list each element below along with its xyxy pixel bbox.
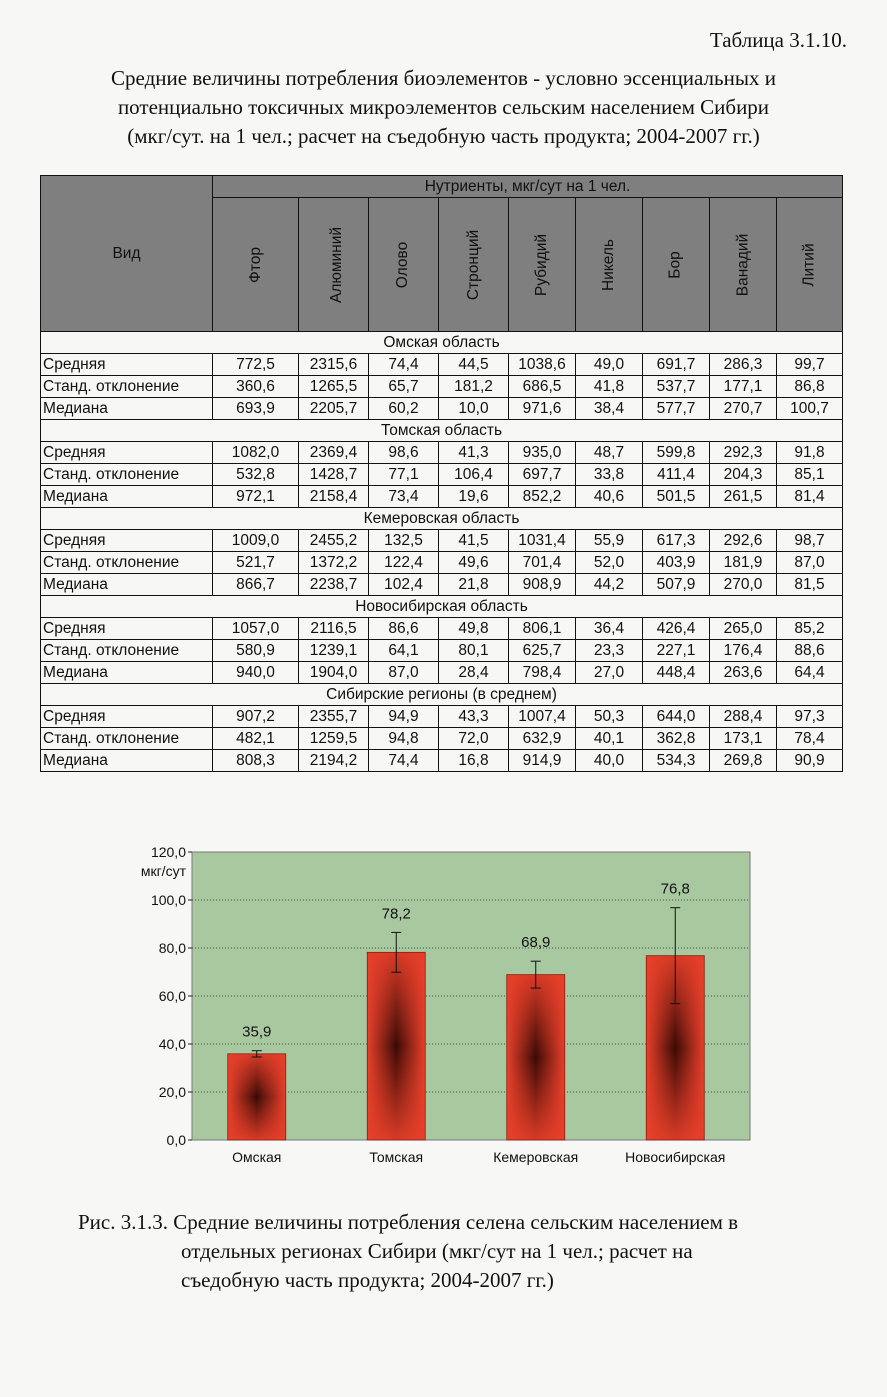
- table-cell: 87,0: [777, 552, 843, 574]
- table-cell: 85,2: [777, 618, 843, 640]
- table-title-line: потенциально токсичных микроэлементов сельским населением Сибири: [117, 95, 770, 119]
- row-label: Станд. отклонение: [41, 464, 213, 486]
- table-cell: 2158,4: [299, 486, 369, 508]
- table-cell: 80,1: [439, 640, 509, 662]
- table-cell: 60,2: [369, 398, 439, 420]
- table-title-line: Средние величины потребления биоэлементов - условно эссенциальных и: [111, 66, 776, 90]
- table-row: [41, 530, 843, 552]
- table-title: [40, 64, 847, 151]
- table-cell: 16,8: [439, 750, 509, 772]
- table-cell: 173,1: [710, 728, 777, 750]
- table-cell: 2355,7: [299, 706, 369, 728]
- table-cell: 36,4: [576, 618, 643, 640]
- table-cell: 74,4: [369, 354, 439, 376]
- table-cell: 2205,7: [299, 398, 369, 420]
- table-cell: 40,0: [576, 750, 643, 772]
- table-cell: 28,4: [439, 662, 509, 684]
- table-cell: 1265,5: [299, 376, 369, 398]
- column-header-label: Ванадий: [734, 233, 751, 296]
- row-label: Станд. отклонение: [41, 728, 213, 750]
- region-heading: Сибирские регионы (в среднем): [41, 684, 843, 706]
- table-cell: 292,6: [710, 530, 777, 552]
- table-cell: 64,4: [777, 662, 843, 684]
- table-cell: 580,9: [213, 640, 299, 662]
- table-cell: 292,3: [710, 442, 777, 464]
- column-header-label: Бор: [666, 250, 684, 279]
- table-cell: 971,6: [509, 398, 576, 420]
- table-cell: 227,1: [643, 640, 710, 662]
- table-cell: 38,4: [576, 398, 643, 420]
- table-cell: 972,1: [213, 486, 299, 508]
- table-number: Таблица 3.1.10.: [709, 28, 847, 52]
- table-cell: 55,9: [576, 530, 643, 552]
- row-label: Станд. отклонение: [41, 640, 213, 662]
- row-label: Медиана: [41, 486, 213, 508]
- table-cell: 49,6: [439, 552, 509, 574]
- table-row: [41, 552, 843, 574]
- table-cell: 98,6: [369, 442, 439, 464]
- table-cell: 85,1: [777, 464, 843, 486]
- x-tick-label: Новосибирская: [625, 1149, 726, 1165]
- table-cell: 78,4: [777, 728, 843, 750]
- table-cell: 177,1: [710, 376, 777, 398]
- table-cell: 81,4: [777, 486, 843, 508]
- table-cell: 914,9: [509, 750, 576, 772]
- table-cell: 2116,5: [299, 618, 369, 640]
- table-row: [41, 706, 843, 728]
- table-cell: 88,6: [777, 640, 843, 662]
- table-cell: 102,4: [369, 574, 439, 596]
- y-tick-label: 40,0: [158, 1036, 186, 1052]
- column-header: [576, 198, 643, 332]
- table-cell: 411,4: [643, 464, 710, 486]
- table-cell: 19,6: [439, 486, 509, 508]
- table-cell: 49,0: [576, 354, 643, 376]
- table-row: [41, 618, 843, 640]
- table-cell: 86,8: [777, 376, 843, 398]
- table-cell: 1031,4: [509, 530, 576, 552]
- table-row: [41, 662, 843, 684]
- table-cell: 23,3: [576, 640, 643, 662]
- table-cell: 507,9: [643, 574, 710, 596]
- region-row: [41, 332, 843, 354]
- table-cell: 74,4: [369, 750, 439, 772]
- column-header-label: Стронций: [465, 229, 483, 300]
- table-cell: 482,1: [213, 728, 299, 750]
- table-cell: 521,7: [213, 552, 299, 574]
- table-cell: 73,4: [369, 486, 439, 508]
- region-row: [41, 508, 843, 530]
- table-cell: 534,3: [643, 750, 710, 772]
- table-cell: 625,7: [509, 640, 576, 662]
- region-row: [41, 684, 843, 706]
- table-cell: 691,7: [643, 354, 710, 376]
- table-cell: 40,1: [576, 728, 643, 750]
- table-cell: 270,7: [710, 398, 777, 420]
- table-row: [41, 640, 843, 662]
- table-cell: 908,9: [509, 574, 576, 596]
- table-cell: 27,0: [576, 662, 643, 684]
- table-cell: 261,5: [710, 486, 777, 508]
- table-cell: 52,0: [576, 552, 643, 574]
- row-label: Средняя: [41, 618, 213, 640]
- table-cell: 77,1: [369, 464, 439, 486]
- table-cell: 87,0: [369, 662, 439, 684]
- x-tick-label: Томская: [369, 1149, 424, 1165]
- table-cell: 362,8: [643, 728, 710, 750]
- column-header-label: Рубидий: [532, 233, 550, 296]
- column-header: [299, 198, 369, 332]
- table-cell: 940,0: [213, 662, 299, 684]
- table-cell: 263,6: [710, 662, 777, 684]
- table-cell: 693,9: [213, 398, 299, 420]
- table-cell: 1372,2: [299, 552, 369, 574]
- y-tick-label: 80,0: [158, 940, 186, 956]
- table-cell: 644,0: [643, 706, 710, 728]
- table-cell: 21,8: [439, 574, 509, 596]
- y-tick-label: 60,0: [158, 988, 186, 1004]
- table-cell: 935,0: [509, 442, 576, 464]
- row-label: Станд. отклонение: [41, 376, 213, 398]
- row-label: Средняя: [41, 530, 213, 552]
- table-cell: 99,7: [777, 354, 843, 376]
- column-header: [439, 198, 509, 332]
- column-header-label: Олово: [394, 241, 412, 288]
- table-cell: 81,5: [777, 574, 843, 596]
- bar-shade: [228, 1054, 286, 1140]
- table-cell: 1038,6: [509, 354, 576, 376]
- table-cell: 866,7: [213, 574, 299, 596]
- row-label: Медиана: [41, 750, 213, 772]
- column-header: [710, 198, 777, 332]
- nutrients-header: Нутриенты, мкг/сут на 1 чел.: [213, 176, 843, 198]
- table-cell: 852,2: [509, 486, 576, 508]
- region-row: [41, 420, 843, 442]
- table-cell: 806,1: [509, 618, 576, 640]
- table-cell: 2369,4: [299, 442, 369, 464]
- data-label: 68,9: [521, 934, 551, 952]
- table-cell: 686,5: [509, 376, 576, 398]
- y-tick-label: 120,0: [150, 844, 186, 860]
- bar-shade: [367, 952, 425, 1140]
- region-heading: Новосибирская область: [41, 596, 843, 618]
- figure-caption: [78, 1208, 858, 1295]
- table-cell: 1082,0: [213, 442, 299, 464]
- table-cell: 122,4: [369, 552, 439, 574]
- column-header-label: Алюминий: [328, 226, 346, 303]
- table-cell: 44,5: [439, 354, 509, 376]
- table-row: [41, 376, 843, 398]
- table-cell: 50,3: [576, 706, 643, 728]
- table-cell: 100,7: [777, 398, 843, 420]
- table-cell: 2194,2: [299, 750, 369, 772]
- row-label: Медиана: [41, 574, 213, 596]
- selenium-bar-chart: [140, 840, 760, 1180]
- table-cell: 1057,0: [213, 618, 299, 640]
- region-heading: Кемеровская область: [41, 508, 843, 530]
- table-cell: 808,3: [213, 750, 299, 772]
- table-cell: 798,4: [509, 662, 576, 684]
- table-cell: 2238,7: [299, 574, 369, 596]
- table-cell: 40,6: [576, 486, 643, 508]
- table-cell: 1239,1: [299, 640, 369, 662]
- table-cell: 532,8: [213, 464, 299, 486]
- column-header: [213, 198, 299, 332]
- table-cell: 90,9: [777, 750, 843, 772]
- table-cell: 426,4: [643, 618, 710, 640]
- row-label: Медиана: [41, 398, 213, 420]
- table-row: [41, 486, 843, 508]
- bar-shade: [507, 975, 565, 1140]
- column-header: [509, 198, 576, 332]
- table-cell: 65,7: [369, 376, 439, 398]
- table-cell: 577,7: [643, 398, 710, 420]
- column-header-label: Фтор: [246, 246, 264, 283]
- table-cell: 537,7: [643, 376, 710, 398]
- table-cell: 448,4: [643, 662, 710, 684]
- table-cell: 617,3: [643, 530, 710, 552]
- table-cell: 98,7: [777, 530, 843, 552]
- table-cell: 94,8: [369, 728, 439, 750]
- row-label: Средняя: [41, 354, 213, 376]
- figure-caption-line: отдельных регионах Сибири (мкг/сут на 1 чел.; расчет на: [181, 1239, 693, 1263]
- y-axis-label: мкг/сут: [140, 863, 186, 879]
- table-cell: 43,3: [439, 706, 509, 728]
- table-cell: 10,0: [439, 398, 509, 420]
- table-row: [41, 728, 843, 750]
- table-cell: 1428,7: [299, 464, 369, 486]
- table-cell: 501,5: [643, 486, 710, 508]
- table-cell: 907,2: [213, 706, 299, 728]
- region-heading: Омская область: [41, 332, 843, 354]
- table-cell: 41,3: [439, 442, 509, 464]
- table-cell: 64,1: [369, 640, 439, 662]
- table-cell: 72,0: [439, 728, 509, 750]
- table-cell: 2455,2: [299, 530, 369, 552]
- table-cell: 41,5: [439, 530, 509, 552]
- table-cell: 49,8: [439, 618, 509, 640]
- table-cell: 1904,0: [299, 662, 369, 684]
- table-cell: 181,2: [439, 376, 509, 398]
- column-header-label: Литий: [800, 242, 818, 287]
- table-cell: 181,9: [710, 552, 777, 574]
- table-cell: 1007,4: [509, 706, 576, 728]
- table-cell: 176,4: [710, 640, 777, 662]
- table-row: [41, 750, 843, 772]
- table-cell: 1259,5: [299, 728, 369, 750]
- table-cell: 132,5: [369, 530, 439, 552]
- table-cell: 86,6: [369, 618, 439, 640]
- table-cell: 44,2: [576, 574, 643, 596]
- column-header: [643, 198, 710, 332]
- table-cell: 360,6: [213, 376, 299, 398]
- table-cell: 286,3: [710, 354, 777, 376]
- table-cell: 772,5: [213, 354, 299, 376]
- table-cell: 701,4: [509, 552, 576, 574]
- row-label: Медиана: [41, 662, 213, 684]
- table-cell: 97,3: [777, 706, 843, 728]
- data-label: 35,9: [242, 1023, 272, 1041]
- table-cell: 697,7: [509, 464, 576, 486]
- table-cell: 48,7: [576, 442, 643, 464]
- table-cell: 41,8: [576, 376, 643, 398]
- y-tick-label: 20,0: [158, 1084, 186, 1100]
- table-cell: 403,9: [643, 552, 710, 574]
- figure-caption-line: Рис. 3.1.3. Средние величины потребления селена сельским населением в: [78, 1210, 739, 1234]
- y-tick-label: 0,0: [166, 1132, 186, 1148]
- table-row: [41, 354, 843, 376]
- data-label: 78,2: [381, 905, 411, 923]
- column-header: [777, 198, 843, 332]
- figure-caption-line: съедобную часть продукта; 2004-2007 гг.): [181, 1268, 554, 1292]
- column-header-label: Никель: [599, 238, 617, 291]
- table-title-line: (мкг/сут. на 1 чел.; расчет на съедобную часть продукта; 2004-2007 гг.): [127, 124, 760, 148]
- data-label: 76,8: [660, 880, 690, 898]
- table-cell: 106,4: [439, 464, 509, 486]
- row-label: Средняя: [41, 706, 213, 728]
- y-tick-label: 100,0: [150, 892, 186, 908]
- table-cell: 265,0: [710, 618, 777, 640]
- row-label: Станд. отклонение: [41, 552, 213, 574]
- table-cell: 270,0: [710, 574, 777, 596]
- table-row: [41, 442, 843, 464]
- table-cell: 269,8: [710, 750, 777, 772]
- table-cell: 632,9: [509, 728, 576, 750]
- nutrient-table: [40, 175, 843, 772]
- table-cell: 91,8: [777, 442, 843, 464]
- table-row: [41, 464, 843, 486]
- vid-header: Вид: [41, 176, 213, 332]
- table-cell: 1009,0: [213, 530, 299, 552]
- table-cell: 288,4: [710, 706, 777, 728]
- table-row: [41, 398, 843, 420]
- region-heading: Томская область: [41, 420, 843, 442]
- table-cell: 204,3: [710, 464, 777, 486]
- column-header: [369, 198, 439, 332]
- table-cell: 33,8: [576, 464, 643, 486]
- table-row: [41, 574, 843, 596]
- row-label: Средняя: [41, 442, 213, 464]
- table-cell: 599,8: [643, 442, 710, 464]
- x-tick-label: Кемеровская: [493, 1149, 579, 1165]
- table-cell: 2315,6: [299, 354, 369, 376]
- x-tick-label: Омская: [232, 1149, 282, 1165]
- region-row: [41, 596, 843, 618]
- table-cell: 94,9: [369, 706, 439, 728]
